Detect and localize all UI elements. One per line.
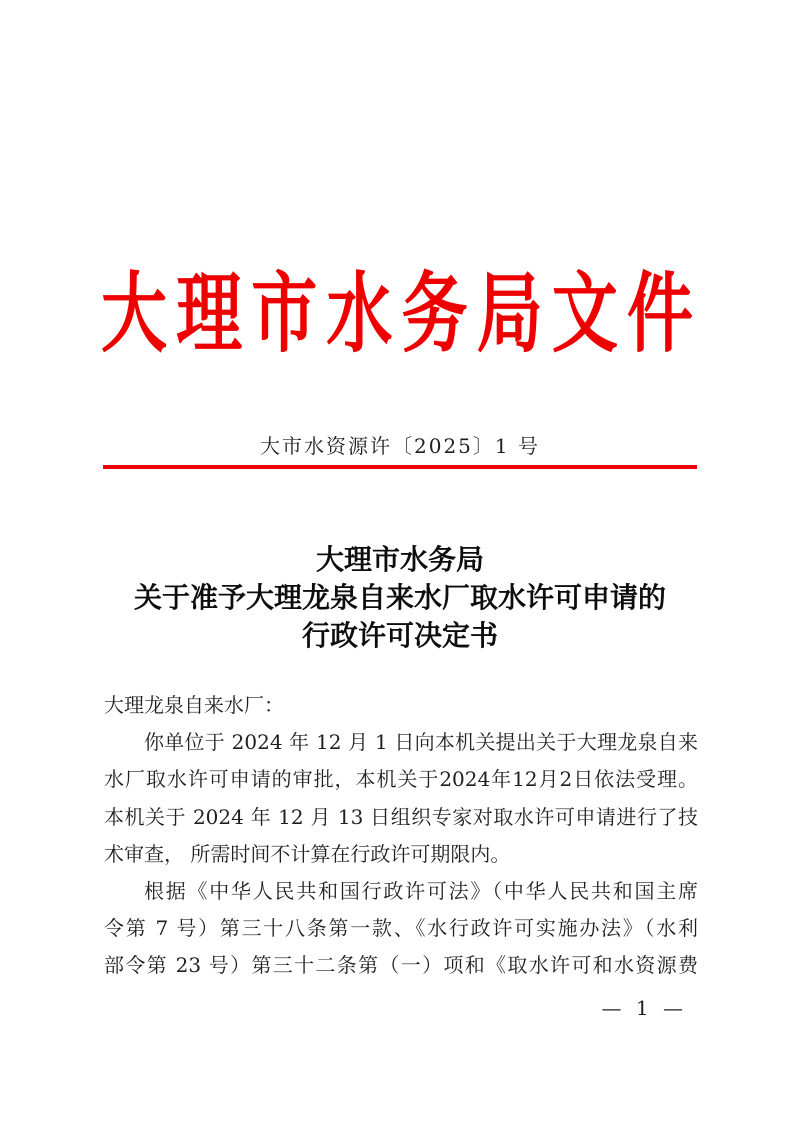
- red-separator-line: [103, 465, 697, 469]
- document-title-line-2: 关于准予大理龙泉自来水厂取水许可申请的: [133, 581, 666, 614]
- body-line: 部令第 23 号）第三十二条第（一）项和《取水许可和水资源费: [104, 953, 698, 978]
- document-body: [104, 687, 698, 985]
- document-title-line-3: 行政许可决定书: [301, 619, 498, 652]
- body-line: 本机关于 2024 年 12 月 13 日组织专家对取水许可申请进行了技: [104, 804, 698, 829]
- page-number: — 1 —: [601, 996, 687, 1020]
- body-line: 根据《中华人民共和国行政许可法》（中华人民共和国主席: [144, 878, 698, 903]
- body-line: 水厂取水许可申请的审批，本机关于2024年12月2日依法受理。: [104, 767, 698, 792]
- body-line: 令第 7 号）第三十八条第一款、《水行政许可实施办法》（水利: [104, 916, 698, 941]
- document-title: [103, 541, 697, 655]
- agency-banner-title: 大理市水务局文件: [101, 261, 693, 365]
- body-line: 你单位于 2024 年 12 月 1 日向本机关提出关于大理龙泉自来: [144, 730, 698, 755]
- body-line: 术审查， 所需时间不计算在行政许可期限内。: [104, 841, 511, 866]
- document-number: 大市水资源许〔2025〕1 号: [260, 434, 540, 458]
- salutation: 大理龙泉自来水厂：: [104, 693, 284, 717]
- document-title-line-1: 大理市水务局: [315, 543, 484, 576]
